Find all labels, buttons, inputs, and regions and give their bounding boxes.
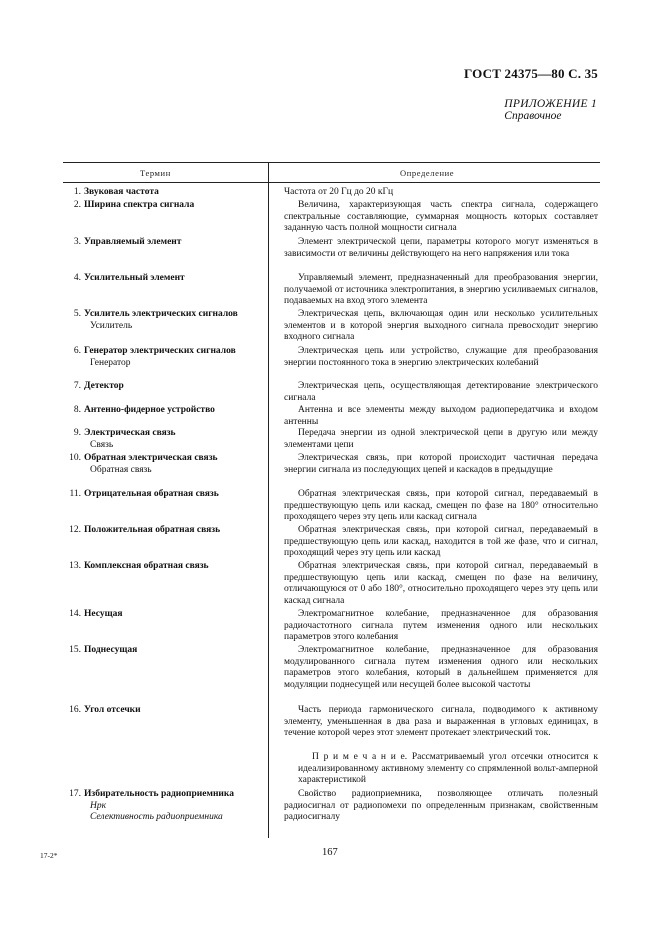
term-number: 13. bbox=[69, 561, 81, 571]
term-11 bbox=[66, 489, 264, 501]
term-number: 11. bbox=[69, 489, 81, 499]
term-number: 14. bbox=[69, 609, 81, 619]
term-name: Отрицательная обратная связь bbox=[84, 489, 219, 499]
term-8 bbox=[66, 405, 264, 417]
term-synonym: Усилитель bbox=[90, 320, 133, 331]
table-top-rule bbox=[63, 162, 600, 163]
definition-10: Электрическая связь, при которой происходит частичная передача энергии сигнала из последующих цепей и каскадов в предыдущие bbox=[284, 453, 598, 475]
term-name: Усилительный элемент bbox=[84, 273, 185, 283]
column-header-term: Термин bbox=[140, 168, 171, 178]
term-6 bbox=[66, 346, 264, 369]
definition-12: Обратная электрическая связь, при которой сигнал, передаваемый в предшествующую цепь или каскад, находится в той же фазе, что и сигнал, проходящий через эту цепь или каскад bbox=[284, 525, 598, 559]
term-name: Детектор bbox=[84, 381, 124, 391]
term-number: 6. bbox=[73, 346, 81, 356]
term-3 bbox=[66, 237, 264, 249]
term-synonym: Селективность радиоприемника bbox=[90, 812, 223, 823]
column-divider bbox=[268, 162, 269, 838]
page-number: 167 bbox=[322, 847, 338, 858]
term-13 bbox=[66, 561, 264, 573]
term-number: 2. bbox=[73, 200, 81, 210]
definition-7: Электрическая цепь, осуществляющая детектирование электрического сигнала bbox=[284, 381, 598, 403]
term-4 bbox=[66, 273, 264, 285]
term-synonym: Генератор bbox=[90, 357, 131, 368]
term-2 bbox=[66, 200, 264, 212]
term-name: Избирательность радиоприемника bbox=[84, 789, 234, 799]
appendix-type: Справочное bbox=[504, 110, 562, 122]
term-name: Обратная электрическая связь bbox=[84, 453, 218, 463]
term-synonym: Нрк bbox=[90, 800, 107, 811]
term-12 bbox=[66, 525, 264, 537]
term-15 bbox=[66, 645, 264, 657]
term-number: 9. bbox=[73, 428, 81, 438]
definition-13: Обратная электрическая связь, при которой сигнал, передаваемый в предшествующую цепь или каскад, смещен по фазе на величину, отличающуюся от 0 або 180°, относительно проходящего через эту цепь или каскад сигнала bbox=[284, 561, 598, 606]
term-number: 16. bbox=[69, 705, 81, 715]
term-name: Электрическая связь bbox=[84, 428, 176, 438]
definition-14: Электромагнитное колебание, предназначенное для образования радиочастотного сигнала путем изменения одного или нескольких параметров этого колебания bbox=[284, 609, 598, 643]
term-number: 15. bbox=[69, 645, 81, 655]
term-10 bbox=[66, 453, 264, 476]
term-14 bbox=[66, 609, 264, 621]
term-number: 4. bbox=[73, 273, 81, 283]
term-17 bbox=[66, 789, 264, 824]
term-name: Угол отсечки bbox=[84, 705, 141, 715]
term-number: 3. bbox=[73, 237, 81, 247]
definition-1: Частота от 20 Гц до 20 кГц bbox=[284, 187, 394, 197]
term-name: Звуковая частота bbox=[84, 187, 159, 197]
definition-8: Антенна и все элементы между выходом радиопередатчика и входом антенны bbox=[284, 405, 598, 427]
definition-11: Обратная электрическая связь, при которой сигнал, передаваемый в предшествующую цепь или каскад, смещен по фазе на 180° относительно проходящего через эту цепь или каскад сигнала bbox=[284, 489, 598, 523]
term-number: 17. bbox=[69, 789, 81, 799]
term-synonym: Обратная связь bbox=[90, 464, 152, 475]
term-number: 8. bbox=[73, 405, 81, 415]
definition-15: Электромагнитное колебание, предназначенное для образования модулированного сигнала путем изменения одного или нескольких параметров этого колебания, который в дальнейшем применяется для модуляции поднесущей или несущей более высокой частоты bbox=[284, 645, 598, 690]
term-name: Несущая bbox=[84, 609, 123, 619]
definition-5: Электрическая цепь, включающая один или несколько усилительных элементов и в которой энергия выходного сигнала превосходит энергию входного сигнала bbox=[284, 309, 598, 343]
term-5 bbox=[66, 309, 264, 332]
definition-note: П р и м е ч а н и е. Рассматриваемый угол отсечки относится к идеализированному активному элементу со спрямленной вольт-амперной характеристикой bbox=[298, 752, 598, 786]
term-name: Поднесущая bbox=[84, 645, 138, 655]
term-name: Генератор электрических сигналов bbox=[84, 346, 236, 356]
term-16 bbox=[66, 705, 264, 717]
definition-9: Передача энергии из одной электрической цепи в другую или между элементами цепи bbox=[284, 428, 598, 450]
term-number: 12. bbox=[69, 525, 81, 535]
term-7 bbox=[66, 381, 264, 393]
definition-6: Электрическая цепь или устройство, служащие для преобразования энергии постоянного тока в энергию электрических колебаний bbox=[284, 346, 598, 368]
definition-2: Величина, характеризующая часть спектра сигнала, содержащего спектральные составляющие, суммарная мощность которых составляет заданную часть полной мощности сигнала bbox=[284, 200, 598, 234]
appendix-label bbox=[504, 98, 597, 122]
term-synonym: Связь bbox=[90, 439, 114, 450]
term-name: Усилитель электрических сигналов bbox=[84, 309, 238, 319]
page-header-standard: ГОСТ 24375—80 С. 35 bbox=[464, 66, 598, 81]
column-header-definition: Определение bbox=[400, 168, 455, 178]
term-9 bbox=[66, 428, 264, 451]
sheet-mark: 17-2* bbox=[40, 851, 58, 860]
table-header-rule bbox=[63, 182, 600, 183]
definition-3: Элемент электрической цепи, параметры которого могут изменяться в зависимости от величины действующего на него напряжения или тока bbox=[284, 237, 598, 259]
term-number: 7. bbox=[73, 381, 81, 391]
term-name: Управляемый элемент bbox=[84, 237, 182, 247]
term-name: Ширина спектра сигнала bbox=[84, 200, 195, 210]
appendix-title: ПРИЛОЖЕНИЕ 1 bbox=[504, 98, 597, 110]
definition-4: Управляемый элемент, предназначенный для преобразования энергии, получаемой от источника электропитания, в энергию усиливаемых сигналов, подаваемых на вход этого элемента bbox=[284, 273, 598, 307]
term-number: 5. bbox=[73, 309, 81, 319]
term-name: Положительная обратная связь bbox=[84, 525, 221, 535]
term-number: 10. bbox=[69, 453, 81, 463]
term-name: Комплексная обратная связь bbox=[84, 561, 209, 571]
term-number: 1. bbox=[73, 187, 81, 197]
term-1 bbox=[66, 187, 264, 199]
term-name: Антенно-фидерное устройство bbox=[84, 405, 215, 415]
definition-17: Свойство радиоприемника, позволяющее отличать полезный радиосигнал от радиопомехи по определенным признакам, свойственным радиосигналу bbox=[284, 789, 598, 823]
definition-16: Часть периода гармонического сигнала, подводимого к активному элементу, уменьшенная в два раза и выраженная в угловых единицах, в течение которой через этот элемент протекает электрический ток. bbox=[284, 705, 598, 739]
